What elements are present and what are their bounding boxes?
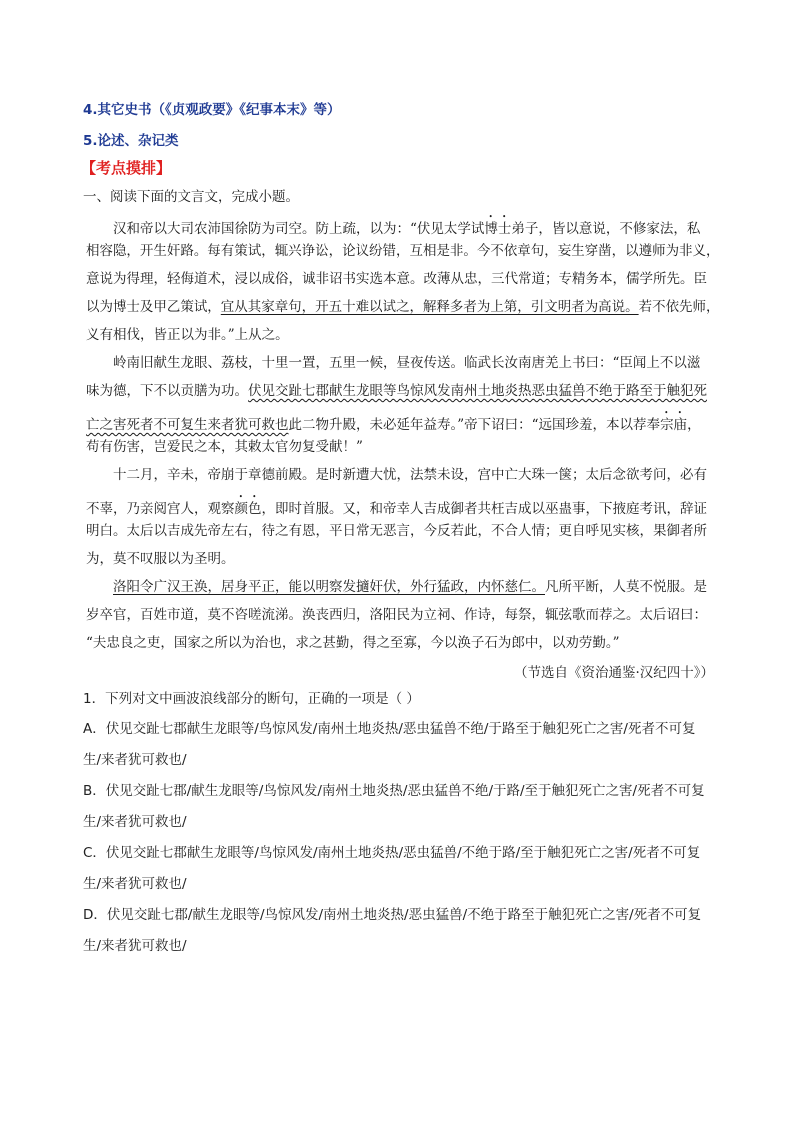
passage-p1-line3: 意说为得理，轻侮道术，浸以成俗，诚非诏书实选本意。改薄从忠，三代常道；专精务本，儒学所先。臣	[86, 271, 707, 287]
source-citation: （节选自《资治通鉴·汉纪四十》）	[513, 665, 714, 681]
dotted-word-boshi: 博士	[484, 221, 512, 237]
intro-instruction: 一、阅读下面的文言文，完成小题。	[83, 189, 299, 205]
option-d-line1: D．伏见交趾七郡/献生龙眼等/鸟惊风发/南州土地炎热/恶虫猛兽/不绝于路至于触犯死亡之害/死者不可复	[83, 907, 702, 923]
option-c-line2: 生/来者犹可救也/	[83, 876, 187, 892]
passage-p1-line1	[113, 213, 700, 239]
wavy-underlined-text: 亡之害死者不可复生来者犹可救也	[86, 417, 289, 433]
option-b-line1: B．伏见交趾七郡/献生龙眼等/鸟惊风发/南州土地炎热/恶虫猛兽不绝/于路/至于触犯死亡之害/死者不可复	[83, 783, 705, 799]
dotted-word-zongmiao: 宗庙	[660, 417, 688, 433]
passage-p2-line2	[86, 381, 707, 401]
question-stem: 1．下列对文中画波浪线部分的断句，正确的一项是（ ）	[83, 691, 420, 707]
option-a-line2: 生/来者犹可救也/	[83, 752, 187, 768]
passage-p4-line3: “夫忠良之吏，国家之所以为治也，求之甚勤，得之至寡，今以涣子石为郎中，以劝劳勤。”	[86, 635, 620, 651]
text-run: 凡所平断，人莫不悦服。是	[545, 579, 707, 595]
heading-other-histories: 4.其它史书（《贞观政要》《纪事本末》等）	[83, 102, 341, 118]
passage-p2-line4: 苟有伤害，岂爱民之本，其敕太官勿复受献！”	[86, 439, 363, 455]
underlined-sentence-1: 宜从其家章句，开五十难以试之，解释多者为上第，引文明者为高说。	[220, 299, 639, 315]
passage-p3-line2	[86, 493, 707, 519]
dotted-word-yanse: 颜色	[234, 501, 262, 517]
passage-p2-line3	[86, 409, 701, 435]
passage-p3-line1: 十二月，辛未，帝崩于章德前殿。是时新遭大忧，法禁未设，宫中亡大珠一箧；太后念欲考问，必有	[113, 467, 707, 483]
passage-p2-line1: 岭南旧献生龙眼、荔枝，十里一置，五里一候，昼夜传送。临武长汝南唐羌上书曰：“臣闻上不以滋	[113, 355, 701, 371]
heading-kaodian: 【考点摸排】	[81, 159, 172, 177]
text-run: 味为德，下不以贡膳为功。	[86, 383, 248, 399]
passage-p3-line4: 为，莫不叹服以为圣明。	[86, 551, 235, 567]
passage-p1-line2: 相容隐，开生奸路。每有策试，辄兴诤讼，论议纷错，互相是非。今不依章句，妄生穿凿，以遵师为非义，	[86, 243, 720, 259]
option-a-line1: A．伏见交趾七郡献生龙眼等/鸟惊风发/南州土地炎热/恶虫猛兽不绝/于路至于触犯死亡之害/死者不可复	[83, 721, 696, 737]
passage-p3-line3: 明白。太后以吉成先帝左右，待之有恩，平日常无恶言，今反若此，不合人情；更自呼见实核，果御者所	[86, 523, 707, 539]
text-run: 汉和帝以大司农沛国徐防为司空。防上疏，以为：“伏见太学试	[113, 221, 485, 237]
text-run: 若不依先师，	[638, 299, 720, 315]
passage-p1-line4	[86, 297, 719, 317]
passage-p4-line1	[113, 577, 707, 597]
option-b-line2: 生/来者犹可救也/	[83, 814, 187, 830]
option-c-line1: C．伏见交趾七郡献生龙眼等/鸟惊风发/南州土地炎热/恶虫猛兽/不绝于路/至于触犯死亡之害/死者不可复	[83, 845, 701, 861]
passage-p4-line2: 岁卒官，百姓市道，莫不咨嗟流涕。涣丧西归，洛阳民为立祠、作诗，每祭，辄弦歌而荐之。太后诏曰：	[86, 607, 707, 623]
text-run: 弟子，皆以意说，不修家法，私	[511, 221, 701, 237]
wavy-underlined-text: 伏见交趾七郡献生龙眼等鸟惊风发南州土地炎热恶虫猛兽不绝于路至于触犯死	[248, 383, 707, 399]
underlined-sentence-2: 洛阳令广汉王涣，居身平正，能以明察发擿奸伏，外行猛政，内怀慈仁。	[113, 579, 545, 595]
option-d-line2: 生/来者犹可救也/	[83, 938, 187, 954]
text-run: ，即时首服。又，和帝幸人吉成御者共枉吉成以巫蛊事，下掖庭考讯，辞证	[261, 501, 707, 517]
passage-p1-line5: 义有相伐，皆正以为非。”上从之。	[86, 327, 289, 343]
text-run: ，	[687, 417, 701, 433]
heading-essays: 5.论述、杂记类	[83, 133, 179, 149]
text-run: 此二物升殿，未必延年益寿。”帝下诏曰：“远国珍羞，本以荐奉	[288, 417, 661, 433]
text-run: 不辜，乃亲阅宫人，观察	[86, 501, 235, 517]
text-run: 以为博士及甲乙策试，	[86, 299, 221, 315]
